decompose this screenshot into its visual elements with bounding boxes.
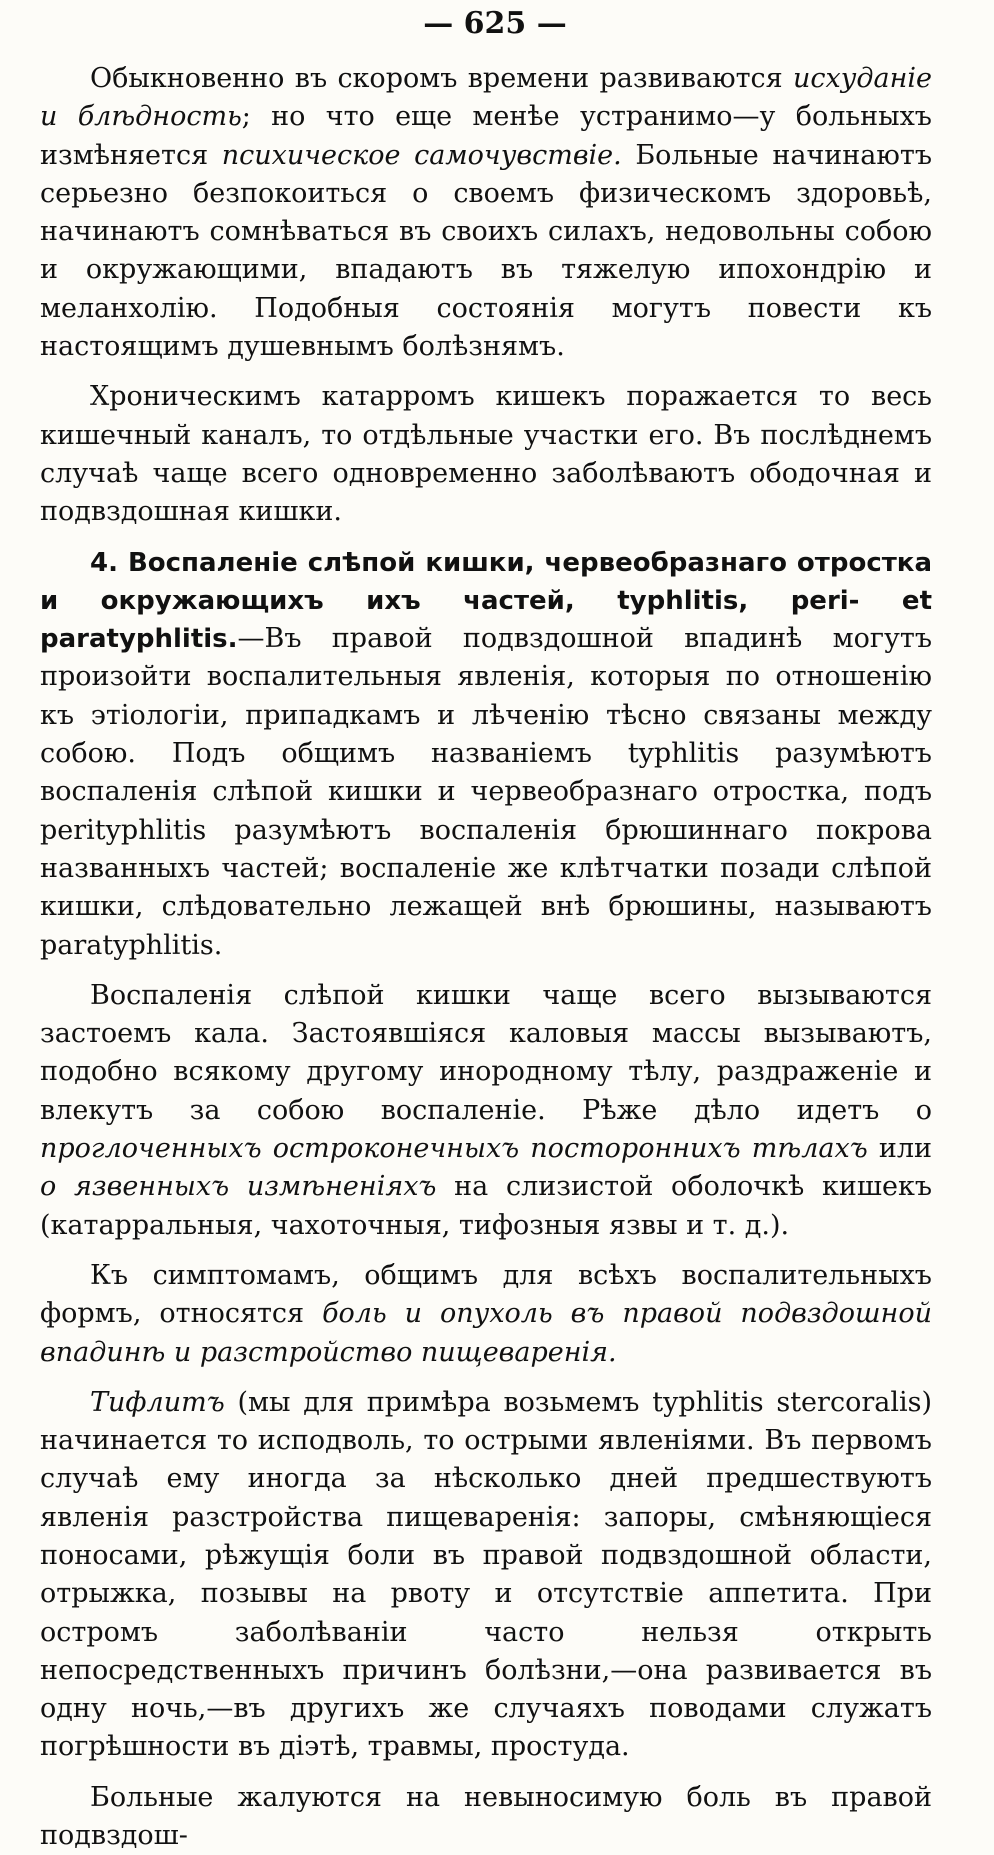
paragraph-emaciation	[40, 60, 932, 366]
text-run: или	[867, 1133, 932, 1165]
text-run: Хроническимъ катарромъ кишекъ поражается то весь кишечный каналъ, то отдѣльные участки его. Въ послѣднемъ случаѣ чаще всего одновременно заболѣваютъ ободочная и подвздошная кишки.	[40, 381, 932, 528]
italic-term: Тифлитъ	[90, 1386, 225, 1418]
section-heading: 4. Воспаленіе слѣпой кишки, червеобразнаго отростка и окружающихъ ихъ частей, typhlitis, peri- et paratyphlitis.	[40, 547, 932, 655]
text-run: ; но что еще менѣе устранимо—у больныхъ измѣняется	[40, 101, 932, 171]
italic-term: о язвенныхъ измѣненіяхъ	[40, 1171, 437, 1203]
text-run: Больные жалуются на невыносимую боль въ правой подвздош-	[40, 1781, 932, 1852]
paragraph-section-4	[40, 544, 932, 965]
text-run: (мы для примѣра возьмемъ typhlitis stercoralis) начинается то исподволь, то острыми явленіями. Въ первомъ случаѣ ему иногда за нѣсколько дней предшествуютъ явленія разстройства пищеваренія: запоры, смѣняющіеся поносами, рѣжущія боли въ правой подвздошной области, отрыжка, позывы на рвоту и отсутствіе аппетита. При остромъ заболѣваніи часто нельзя открыть непосредственныхъ причинъ болѣзни,—она развивается въ одну ночь,—въ другихъ же случаяхъ поводами служатъ погрѣшности въ діэтѣ, травмы, простуда.	[40, 1386, 932, 1763]
paragraph-chronic-catarrh	[40, 378, 932, 531]
text-run: Больные начинаютъ серьезно безпокоиться о своемъ физическомъ здоровьѣ, начинаютъ сомнѣваться въ своихъ силахъ, недовольны собою и окружающими, впадаютъ въ тяжелую ипохондрію и меланхолію. Подобныя состоянія могутъ повести къ настоящимъ душевнымъ болѣзнямъ.	[40, 139, 933, 363]
paragraph-symptoms	[40, 1257, 932, 1372]
text-run: —Въ правой подвздошной впадинѣ могутъ произойти воспалительныя явленія, которыя по отношенію къ этіологіи, припадкамъ и лѣченію тѣсно связаны между собою. Подъ общимъ названіемъ typhlitis разумѣютъ воспаленія слѣпой кишки и червеобразнаго отростка, подъ perityphlitis разумѣютъ воспаленія брюшиннаго покрова названныхъ частей; воспаленіе же клѣтчатки позади слѣпой кишки, слѣдовательно лежащей внѣ брюшины, называютъ paratyphlitis.	[40, 623, 932, 961]
italic-term: боль и опухоль въ правой подвздошной впадинѣ и разстройство пищеваренія.	[40, 1298, 932, 1368]
paragraph-causes	[40, 977, 932, 1245]
italic-term: психическое самочувствіе.	[221, 139, 622, 171]
paragraph-typhlitis	[40, 1384, 932, 1767]
text-run: Къ симптомамъ, общимъ для всѣхъ воспалительныхъ формъ, относятся	[40, 1259, 932, 1330]
text-run: на слизистой оболочкѣ кишекъ (катарральныя, чахоточныя, тифозныя язвы и т. д.).	[40, 1171, 932, 1241]
paragraph-patients-complain	[40, 1779, 932, 1855]
page-number: — 625 —	[423, 6, 567, 41]
text-run: Воспаленія слѣпой кишки чаще всего вызываются застоемъ кала. Застоявшіяся каловыя массы вызываютъ, подобно всякому другому инородному тѣлу, раздраженіе и влекутъ за собою воспаленіе. Рѣже дѣло идетъ о	[40, 979, 932, 1126]
italic-term: исхуданіе и блѣдность	[40, 63, 932, 133]
italic-term: проглоченныхъ остроконечныхъ постороннихъ тѣлахъ	[40, 1133, 868, 1165]
text-run: Обыкновенно въ скоромъ времени развиваются	[90, 63, 793, 94]
